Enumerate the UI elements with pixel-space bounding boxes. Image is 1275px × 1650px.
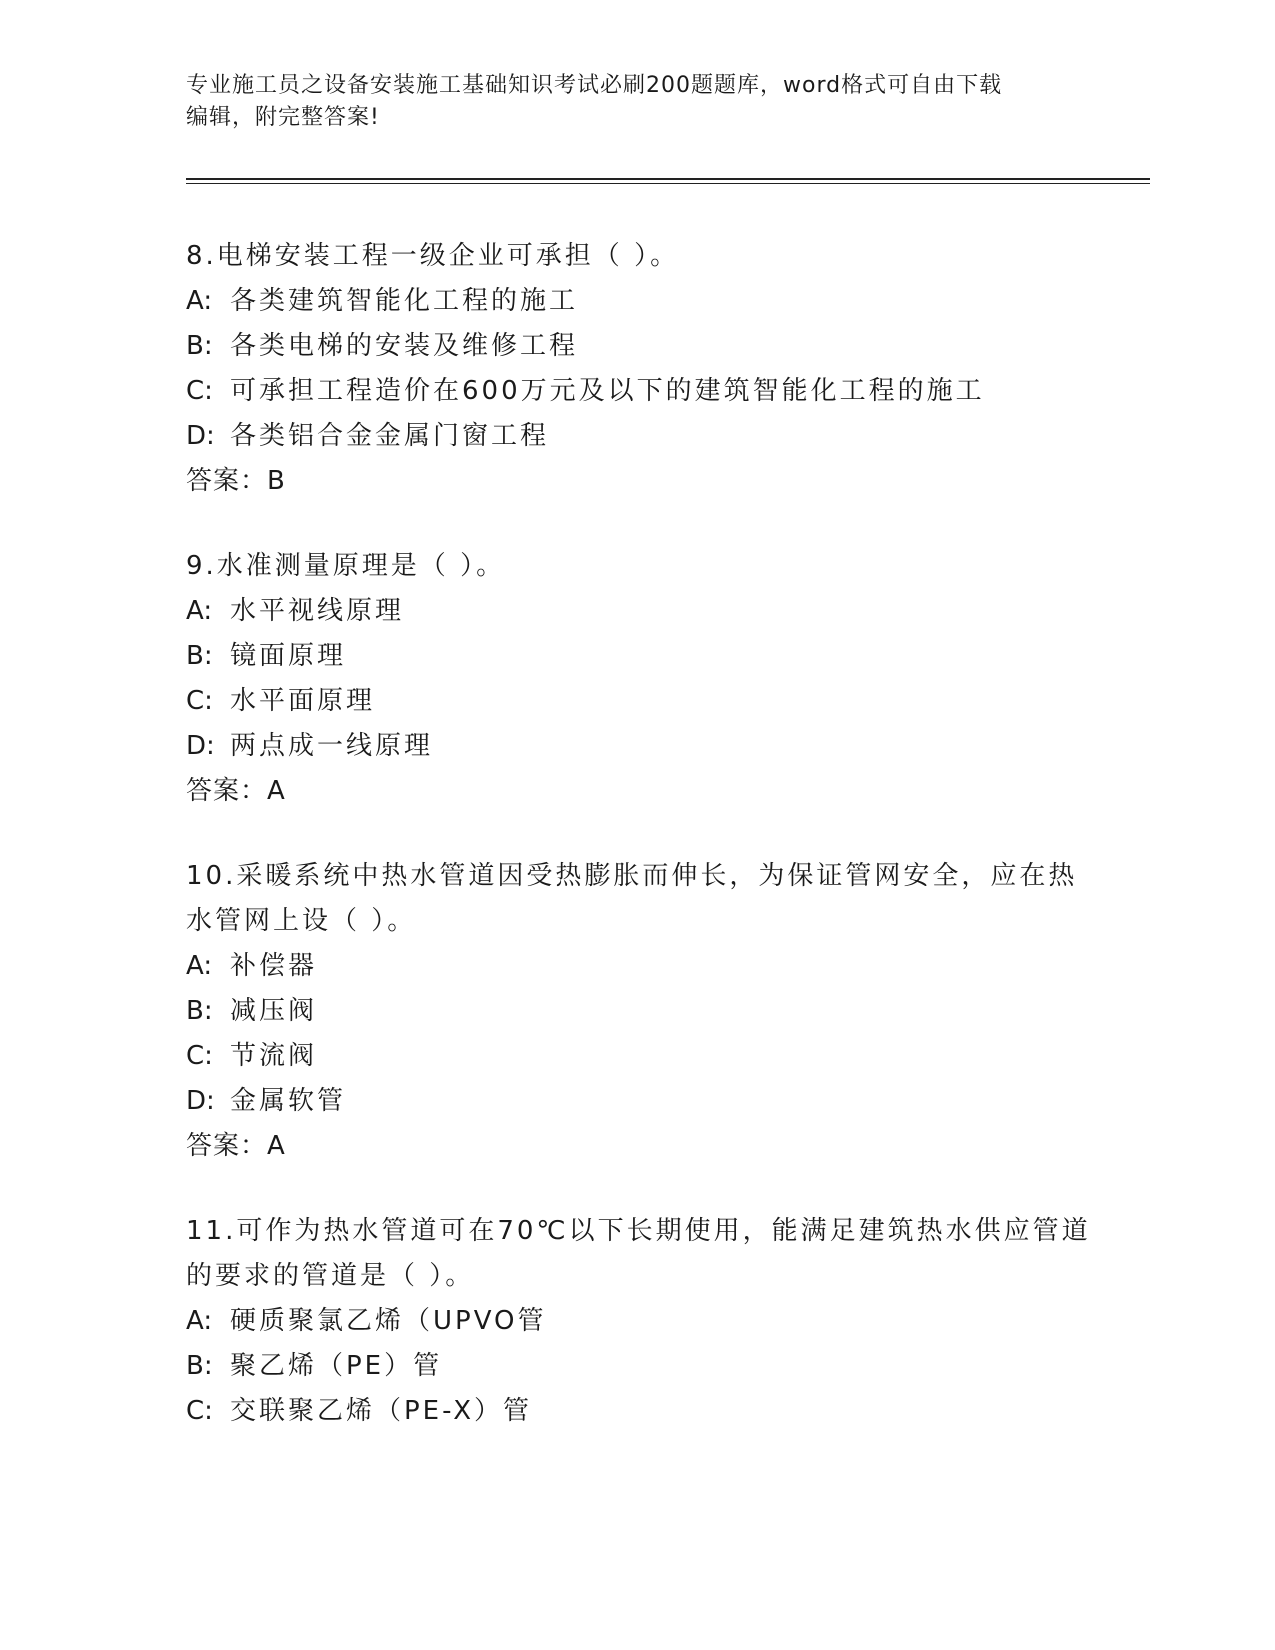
option-text: 可承担工程造价在600万元及以下的建筑智能化工程的施工 bbox=[230, 376, 985, 406]
option-d bbox=[186, 414, 1086, 459]
option-d bbox=[186, 724, 1086, 769]
option-key: C: bbox=[186, 376, 213, 406]
option-text: 补偿器 bbox=[230, 951, 318, 981]
question-11 bbox=[186, 1209, 1091, 1434]
option-text: 节流阀 bbox=[230, 1041, 318, 1071]
answer: 答案：A bbox=[186, 1131, 286, 1161]
answer: 答案：B bbox=[186, 466, 286, 496]
option-a bbox=[186, 944, 1086, 989]
option-text: 交联聚乙烯（PE-X）管 bbox=[230, 1396, 533, 1426]
option-text: 镜面原理 bbox=[230, 641, 347, 671]
question-text: 8.电梯安装工程一级企业可承担（ ）。 bbox=[186, 241, 680, 271]
header-divider-thick bbox=[186, 178, 1150, 180]
question-text: 9.水准测量原理是（ ）。 bbox=[186, 551, 506, 581]
option-key: A: bbox=[186, 951, 213, 981]
option-key: C: bbox=[186, 1041, 213, 1071]
header-divider-thin bbox=[186, 183, 1150, 184]
question-8 bbox=[186, 234, 1086, 504]
option-key: B: bbox=[186, 996, 213, 1026]
option-key: C: bbox=[186, 1396, 213, 1426]
option-d bbox=[186, 1079, 1086, 1124]
option-key: A: bbox=[186, 1306, 213, 1336]
option-text: 水平面原理 bbox=[230, 686, 376, 716]
answer: 答案：A bbox=[186, 776, 286, 806]
option-text: 各类建筑智能化工程的施工 bbox=[230, 286, 579, 316]
question-list bbox=[186, 234, 1091, 1459]
option-text: 各类电梯的安装及维修工程 bbox=[230, 331, 579, 361]
question-10 bbox=[186, 854, 1086, 1169]
header-title-line2: 编辑，附完整答案! bbox=[186, 105, 380, 130]
option-b bbox=[186, 634, 1086, 679]
question-text-line2: 的要求的管道是（ ）。 bbox=[186, 1261, 475, 1291]
option-a bbox=[186, 589, 1086, 634]
option-a bbox=[186, 1299, 1086, 1344]
document-header bbox=[186, 70, 1066, 134]
question-text-line1: 11.可作为热水管道可在70℃以下长期使用，能满足建筑热水供应管道 bbox=[186, 1216, 1091, 1246]
question-text-line1: 10.采暖系统中热水管道因受热膨胀而伸长，为保证管网安全，应在热 bbox=[186, 861, 1078, 891]
header-title-line1: 专业施工员之设备安装施工基础知识考试必刷200题题库，word格式可自由下载 bbox=[186, 73, 1003, 98]
option-b bbox=[186, 324, 1086, 369]
option-key: D: bbox=[186, 731, 215, 761]
option-key: A: bbox=[186, 286, 213, 316]
option-key: D: bbox=[186, 1086, 215, 1116]
option-a bbox=[186, 279, 1086, 324]
option-text: 聚乙烯（PE）管 bbox=[230, 1351, 443, 1381]
option-key: B: bbox=[186, 1351, 213, 1381]
option-text: 各类铝合金金属门窗工程 bbox=[230, 421, 550, 451]
option-key: C: bbox=[186, 686, 213, 716]
option-c bbox=[186, 369, 1086, 414]
question-text-line2: 水管网上设（ ）。 bbox=[186, 906, 417, 936]
option-key: A: bbox=[186, 596, 213, 626]
option-text: 硬质聚氯乙烯（UPVO管 bbox=[230, 1306, 547, 1336]
question-9 bbox=[186, 544, 1086, 814]
option-c bbox=[186, 679, 1086, 724]
option-b bbox=[186, 1344, 1086, 1389]
option-c bbox=[186, 1034, 1086, 1079]
option-text: 水平视线原理 bbox=[230, 596, 405, 626]
option-key: B: bbox=[186, 641, 213, 671]
option-key: D: bbox=[186, 421, 215, 451]
option-b bbox=[186, 989, 1086, 1034]
option-text: 减压阀 bbox=[230, 996, 318, 1026]
option-key: B: bbox=[186, 331, 213, 361]
option-text: 金属软管 bbox=[230, 1086, 347, 1116]
option-text: 两点成一线原理 bbox=[230, 731, 434, 761]
option-c bbox=[186, 1389, 1086, 1434]
